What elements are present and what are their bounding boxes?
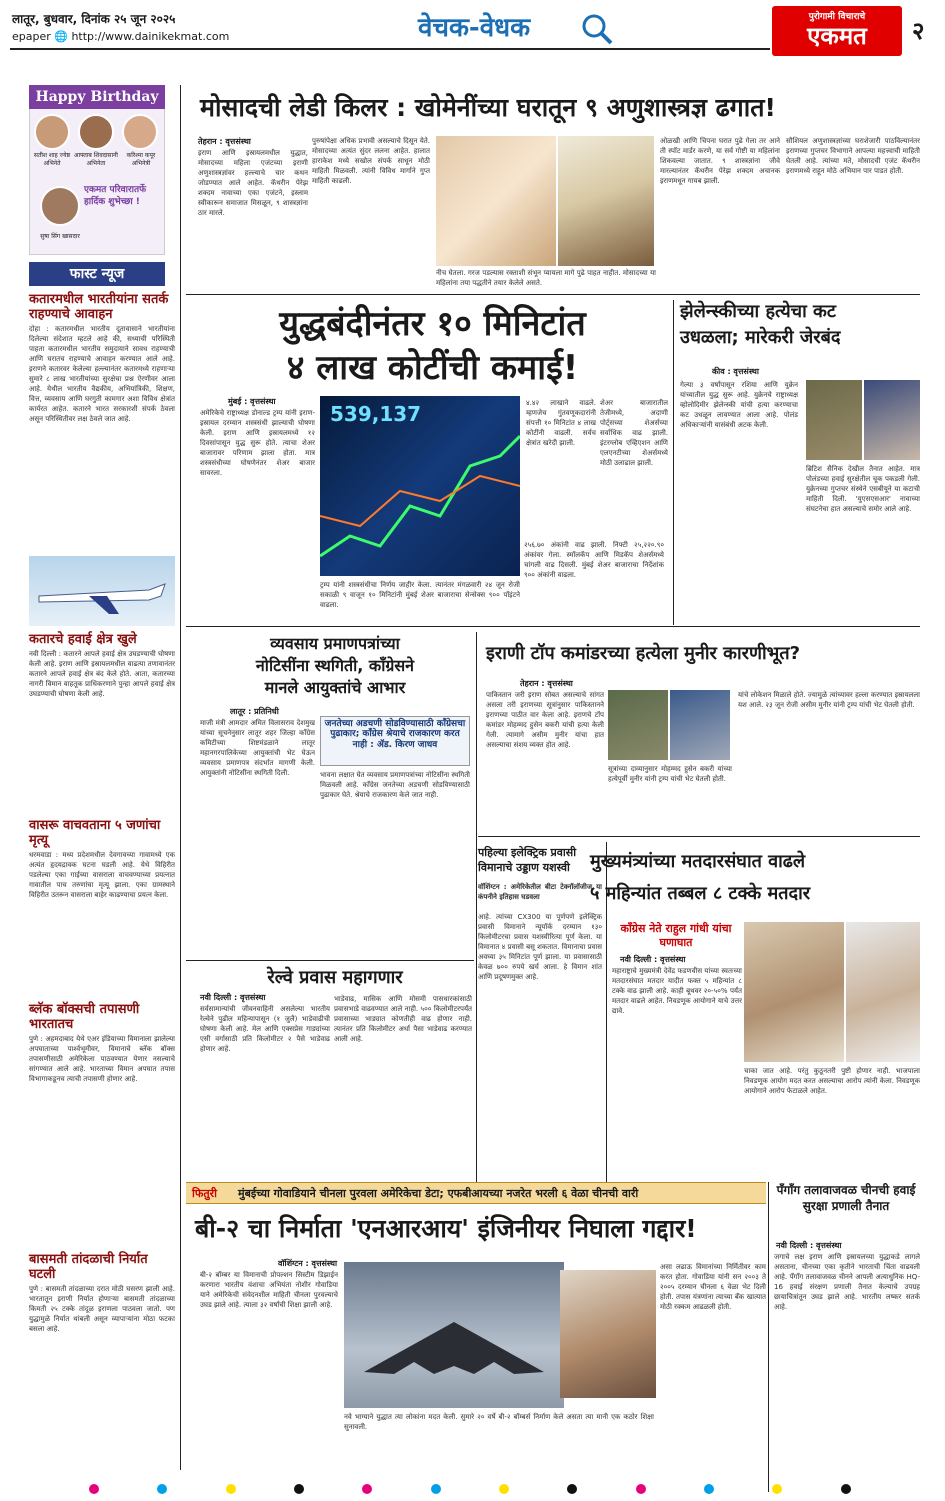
ceasefire-body: ४.४२ लाखाने वाढले. म्हणजेच गुंतवणूकदारांनी संपत्ती १० मिनिटांत ४ लाख कोटींनी वाढली. सर्वच क्षेत्रांत खरेदी झाली.: [526, 399, 596, 447]
pangong-body: जगाचे लक्ष इराण आणि इस्रायलच्या युद्धाकडे लागले असताना, चीनच्या एका कृतीने भारताची चिंता वाढवली आहे. पँगाँग तलावाजवळ चीनने आपली अत्याधुनिक HQ-16 हवाई संरक्षण प्रणाली तैनात केल्याचे उपग्रह छायाचित्रांतून उघड झाले आहे. भारतीय लष्कर सतर्क आहे.: [774, 1253, 920, 1311]
fastnews-item: [29, 1252, 175, 1484]
lead-body: नीच घेतला. गरज पडल्यास रक्ताशी संभून प्यायला मागे पुढे पाहत नाहीत. मोसादच्या या महिलांना तया पद्धतीने तयार केलेले असते.: [436, 269, 656, 287]
birthday-name: सतीश शाह ज्येष्ठ अभिनेते: [33, 152, 71, 167]
zelensky-headline-line2: उधळला; मारेकरी जेरबंद: [680, 327, 841, 348]
rahul-gandhi-photo: [846, 922, 920, 1062]
epaper-link[interactable]: epaper 🌐 http://www.dainikekmat.com: [12, 30, 230, 43]
aircraft-photo: [29, 556, 175, 626]
lead-body: ओळखी आणि चिपना घरात पुढे गेला तर आने ती स्पॉट मार्डर करणे, या सर्व गोष्टी या महिलांना शिकवल्या जातात. ९ शास्त्रज्ञांना जीवे मारल्यानंतर कॅथरीन पेरेझ शक्दम अचानक इराणमधून गायब झाली.: [660, 137, 780, 185]
man-photo: [558, 136, 654, 266]
yellow-dot: [772, 1484, 782, 1494]
munir-photo: [670, 690, 730, 760]
fastnews-headline: वासरू वाचवताना ५ जणांचा मृत्यू: [29, 818, 161, 848]
railway-headline: रेल्वे प्रवास महागणार: [267, 967, 403, 988]
birthday-box: [29, 85, 165, 255]
birthday-wish: एकमत परिवारातर्फे हार्दिक शुभेच्छा !: [84, 185, 147, 207]
business-dateline: लातूर : प्रतिनिधी: [230, 707, 279, 716]
cm-headline-line1: मुख्यमंत्र्यांच्या मतदारसंघात वाढले: [590, 851, 806, 872]
zelensky-headline-line1: झेलेन्स्कीच्या हत्येचा कट: [680, 301, 836, 322]
fastnews-headline: ब्लॅक बॉक्सची तपासणी भारतातच: [29, 1002, 140, 1032]
ceasefire-headline-line1: युद्धबंदीनंतर १० मिनिटांत: [279, 304, 586, 344]
fastnews-column: [29, 292, 175, 549]
cm-dateline: नवी दिल्ली : वृत्तसंस्था: [620, 955, 686, 964]
business-quote-box: [320, 716, 470, 766]
ceasefire-dateline: मुंबई : वृत्तसंस्था: [228, 397, 276, 406]
b2-headline: बी-२ चा निर्माता 'एनआरआय' इंजिनीयर निघाला गद्दार!: [195, 1214, 697, 1243]
column-rule: [180, 85, 181, 1470]
b2-caption: नवे भाग्याने युद्धात त्या लोकांना मदत केली. सुमारे २० वर्षे बी-२ बॉम्बर्स निर्माण केले असता त्या मानी एक कठोर शिक्षा सुनावली.: [344, 1413, 654, 1431]
b2-bomber-graphic: [344, 1262, 564, 1408]
airplane-icon: [29, 556, 175, 626]
cyan-dot: [157, 1484, 167, 1494]
business-body: माजी मंत्री आमदार अमित विलासराव देशमुख यांच्या सूचनेनुसार लातूर शहर जिल्हा काँग्रेस कमिटीच्या शिष्टमंडळाने लातूर महानगरपालिकेच्या आयुक्तांची भेट घेऊन व्यवसाय प्रमाणपत्र संदर्भात मागणी केली. आयुक्तांनी नोटिसींना स्थगिती दिली.: [200, 719, 315, 777]
ceasefire-body: २५६.७० अंकांनी वाढ झाली. निफ्टी २५,२२०.९० अंकांवर गेला. स्मॉलकॅप आणि मिडकॅप शेअर्समध्ये चांगली वाढ दिसली. मुंबई शेअर बाजाराचा निर्देशांक ९०० अंकांनी वाढला.: [524, 541, 664, 579]
magenta-dot: [89, 1484, 99, 1494]
gowadia-photo: [560, 1270, 656, 1398]
birthday-title: Happy Birthday: [29, 85, 165, 109]
b2-body: असा लढाऊ विमानांच्या निर्मितीवर काम करत होता. गोवाडिया यांनी सन २००३ ते २००५ दरम्यान चीनला ६ वेळा भेट दिली होती. तपास यंत्रणांना त्याच्या बँक खात्यात मोठी रक्कम आढळली होती.: [660, 1263, 766, 1311]
birthday-name: करिश्मा कपूर अभिनेत्री: [126, 152, 156, 167]
black-dot: [567, 1484, 577, 1494]
lead-body: इराण आणि इस्रायलमधील युद्धात, मोसादच्या महिला एजंटच्या इराणी अणुशास्त्रज्ञांवर हल्ल्याचे चार कथन जोडण्यात आले आहेत. कॅथरीन पेरेझ शक्दम नावाच्या एका एजंटने, इस्लाम स्वीकारून समाजात मिसळून, ९ शास्त्रज्ञांना ठार मारले.: [198, 149, 308, 217]
yellow-dot: [226, 1484, 236, 1494]
munir-body: यांचे लोकेशन मिळाले होते. ज्यामुळे त्यांच्यावर हल्ला करण्यात इस्रायलला यश आले. २३ जून रोजी असीम मुनीर यांनी ट्रम्प यांची भेट घेतली होती.: [738, 691, 920, 709]
black-dot: [841, 1484, 851, 1494]
brand-name: एकमत: [807, 21, 867, 50]
fastnews-body: पुणे : बासमती तांदळाच्या दरात मोठी घसरण झाली आहे. भारतातून इराणी निर्यात होणाऱ्या बासमती तांदळाच्या किमती २५ टक्के तांदूळ इराणला पाठवला जातो. पण युद्धामुळे निर्यात थांबली असून व्यापाऱ्यांना मोठा फटका बसला आहे.: [29, 1285, 175, 1333]
header-rule: [10, 48, 770, 50]
munir-headline: इराणी टॉप कमांडरच्या हत्येला मुनीर कारणीभूत?: [486, 643, 801, 664]
fastnews-body: पुणे : अहमदाबाद येथे एअर इंडियाच्या विमानाला झालेल्या अपघाताच्या पार्श्वभूमीवर, विमानाचे ब्लॅक बॉक्स तपासणीसाठी अमेरिकेला पाठवण्यात येणार नसल्याचे सांगण्यात आले आहे. भारताच्या विमान अपघात तपास विभागाकडूनच त्याची तपासणी होणार आहे.: [29, 1035, 175, 1083]
cm-subheadline: काँग्रेस नेते राहुल गांधी यांचा घणाघात: [620, 922, 732, 949]
railway-body: भाडेवाढ, मासिक आणि मोसमी पासधारकांसाठी प्रवासभाडे वाढवण्यात आले नाही. ५०० किलोमीटरपर्यंत प्रवासाच्या भाड्यात कोणतीही वाढ होणार नाही. त्यानंतर प्रति किलोमीटर अर्धा पैसा भाडेवाढ करण्यात आली आहे.: [334, 995, 472, 1043]
edition-date: लातूर, बुधवार, दिनांक २५ जून २०२५: [12, 12, 176, 26]
woman-photo: [436, 136, 556, 266]
magenta-dot: [362, 1484, 372, 1494]
column-rule: [673, 300, 674, 625]
birthday-name: सुषा सिंग खासदार: [40, 233, 80, 240]
section-rule: [186, 960, 474, 961]
electric-body: आहे. त्यांच्या CX300 या पूर्णपणे इलेक्ट्रिक प्रवासी विमानाने न्यूयॉर्क दरम्यान १३० किलोमीटरचा प्रवास यशस्वीरित्या पूर्ण केला. या विमानात ४ प्रवासी बसू शकतात. विमानाचा प्रवास अवघ्या ३५ मिनिटांत पूर्ण झाला. या प्रवासासाठी केवळ ७०० रुपये खर्च आला. हे विमान शांत आणि प्रदूषणमुक्त आहे.: [478, 913, 602, 981]
munir-dateline: तेहरान : वृत्तसंस्था: [520, 679, 573, 688]
munir-body: सूत्रांच्या दाव्यानुसार मोहम्मद हुसेन बकरी यांच्या हत्येपूर्वी मुनीर यांनी ट्रम्प यांची भेट घेतली होती.: [608, 765, 732, 783]
magenta-dot: [636, 1484, 646, 1494]
fastnews-body: नवी दिल्ली : कतारने आपले हवाई क्षेत्र उघडण्याची घोषणा केली आहे. इराण आणि इस्रायलमधील वाढत्या तणावानंतर कतारने आपले हवाई क्षेत्र बंद केले होते. आता, कतारच्या नागरी विमान वाहतूक प्राधिकरणाने पुन्हा आपले हवाई क्षेत्र उघडण्याची घोषणा केली आहे.: [29, 650, 175, 698]
lead-dateline: तेहरान : वृत्तसंस्था: [198, 137, 251, 146]
black-dot: [294, 1484, 304, 1494]
fastnews-headline: कतारचे हवाई क्षेत्र खुले: [29, 632, 137, 647]
section-title: वेचक-वेधक: [418, 13, 531, 43]
pangong-headline: पँगाँग तलावाजवळ चीनची हवाई सुरक्षा प्रणाली तैनात: [776, 1183, 916, 1213]
column-rule: [768, 1182, 769, 1492]
cyan-dot: [704, 1484, 714, 1494]
b2-bomber-photo: [344, 1262, 564, 1408]
putin-photo: [864, 380, 920, 460]
ticker-banner: [186, 1182, 766, 1204]
cm-body: चाका जात आहे. परंतु कुठूनतरी पुष्टी होणार नाही. भाजपाला निवडणूक आयोग मदत करत असल्याचा आरोप त्यांनी केला. निवडणूक आयोगाने आरोप फेटाळले आहेत.: [744, 1067, 920, 1095]
business-headline-line3: मानले आयुक्तांचे आभार: [264, 678, 406, 697]
ticker-text: मुंबईच्या गोवाडियाने चीनला पुरवला अमेरिकेचा डेटा; एफबीआयच्या नजरेत भरली ६ वेळा चीनची वारी: [238, 1187, 639, 1200]
cm-headline-line2: ५ महिन्यांत तब्बल ८ टक्के मतदार: [590, 883, 811, 904]
ceasefire-body: अमेरिकेचे राष्ट्राध्यक्ष डोनाल्ड ट्रम्प यांनी इराण-इस्रायल दरम्यान शस्त्रसंधी झाल्याची घोषणा केली. इराण आणि इस्रायलमध्ये १२ दिवसांपासून युद्ध सुरू होते. त्याचा शेअर बाजारावर परिणाम झाला होता. मात्र शस्त्रसंधीच्या घोषणेनंतर शेअर बाजार सावरला.: [200, 409, 315, 477]
cm-body: महाराष्ट्राचे मुख्यमंत्री देवेंद्र फडणवीस यांच्या स्वतःच्या मतदारसंघात मतदार यादीत फक्त ५ महिन्यांत ८ टक्के वाढ झाली आहे. काही बूथवर २०-५०% पर्यंत मतदार वाढले आहेत. निवडणूक आयोगाने याचे उत्तर द्यावे.: [612, 967, 742, 1015]
b2-body: बी-२ बॉम्बर या विमानाची प्रोपल्शन सिस्टीम डिझाईन करणारा भारतीय वंशाचा अभियंता नोशीर गोवाडिया याने अमेरिकेची संवेदनशील माहिती चीनला पुरवल्याचे उघड झाले आहे. त्याला ३२ वर्षांची शिक्षा झाली आहे.: [200, 1271, 338, 1309]
avatar: [122, 114, 158, 150]
business-box-body: भावना लक्षात घेत व्यवसाय प्रमाणपत्रांच्या नोटिसींना स्थगिती मिळवली आहे. काँग्रेस जनतेच्या अडचणी सोडविण्यासाठी पुढाकार घेते. श्रेयाचे राजकारण केले जात नाही.: [320, 771, 470, 799]
b2-dateline: वॉशिंग्टन : वृत्तसंस्था: [278, 1259, 338, 1268]
page-number: २: [912, 17, 925, 45]
lead-body: सौशियल अणुशास्त्रज्ञांच्या घराशेजारी पाठविल्यानंतर इराणच्या गुप्तचर विभागाने आपल्या महत्त्वाची माहिती घेतली आहे. त्यांच्या मते, मोसादची एजंट कॅथरीन इराणमध्ये राहून मोठे अभियान पार पाडत होती.: [786, 137, 920, 175]
zelensky-body: ब्रिटिश सैनिक देखील तैनात आहेत. मात्र पोलंडच्या हवाई सुरक्षेतील चूक पकडली गेली. युक्रेनच्या गुप्तचर संस्थेने एसबीयूने या कटाची माहिती दिली. 'युएसएसआर' नावाच्या संघटनेचा हात असल्याचे समोर आले आहे.: [806, 465, 920, 513]
fastnews-body: धरमवाडा : मध्य प्रदेशमधील देवगावच्या गावामध्ये एक अत्यंत हृदयद्रावक घटना घडली आहे. येथे विहिरीत पडलेल्या एका गाईच्या वासराला वाचवण्याच्या प्रयत्नात गावातील पाच तरुणांचा मृत्यू झाला. एका ग्रामस्थाने विहिरीत उतरून वासराला बाहेर काढण्याचा प्रयत्न केला.: [29, 851, 175, 899]
commander-photo: [608, 690, 668, 760]
munir-body: पाकिस्तान जरी इराण सोबत असल्याचे सांगत असला तरी इराणच्या सूत्रांनुसार पाकिस्तानने इराणच्या पाठीत वार केला आहे. इराणचे टॉप कमांडर मोहम्मद हुसेन बकरी यांची हत्या केली गेली. त्यामागे असीम मुनीर यांचा हात असल्याचा संशय व्यक्त होत आहे.: [486, 691, 604, 749]
ceasefire-body: ट्रम्प यांनी शस्त्रसंधीचा निर्णय जाहीर केला. त्यानंतर मंगळवारी २४ जून रोजी सकाळी ९ वाजून १० मिनिटांनी मुंबई शेअर बाजाराचा सेन्सेक्स ९०० पॉइंटने वाढला.: [320, 581, 520, 609]
yellow-dot: [499, 1484, 509, 1494]
pangong-dateline: नवी दिल्ली : वृत्तसंस्था: [776, 1241, 842, 1250]
fastnews-banner: फास्ट न्यूज: [29, 262, 165, 286]
lead-body: पुरुषांपेक्षा अधिक प्रभावी असल्याचे दिसून येते. मोसादच्या अत्यंत सुंदर ललना आहेत. हालात हाराकेश मध्ये सखोल संपर्क साधून मोठी माहिती मिळवली. त्यांनी विविध मार्गाने गुप्त माहिती काढली.: [312, 137, 430, 185]
masthead-logo: [772, 6, 902, 56]
avatar: [34, 114, 70, 150]
fastnews-headline: बासमती तांदळाची निर्यात घटली: [29, 1252, 148, 1282]
railway-body: सर्वसामान्यांची जीवनवाहिनी असलेल्या भारतीय रेल्वेने पुढील महिन्यापासून (१ जुलै) भाडेवाढीची घोषणा केली आहे. मेल आणि एक्सप्रेस गाड्यांच्या एसी वर्गासाठी प्रति किलोमीटर २ पैसे भाडेवाढ होणार आहे.: [200, 1005, 330, 1053]
fadnavis-photo: [744, 922, 844, 1062]
avatar: [78, 114, 114, 150]
print-registration-strip: [60, 1484, 880, 1496]
ticker-label: फितुरी: [192, 1187, 217, 1200]
fastnews-item: [29, 1002, 175, 1264]
cyan-dot: [431, 1484, 441, 1494]
railway-dateline: नवी दिल्ली : वृत्तसंस्था: [200, 993, 266, 1002]
brand-tagline: पुरोगामी विचाराचे: [808, 12, 866, 22]
lead-headline: मोसादची लेडी किलर : खोमेनींच्या घरातून ९ अणुशास्त्रज्ञ ढगात!: [200, 93, 776, 122]
ceasefire-body: शेअर बाजारातील तेजीमध्ये, अदाणी पोर्ट्सच्या शेअर्सच्या सर्वाधिक वाढ झाली. इंटरग्लोब एव्हिएशन आणि एलएनटीच्या शेअर्समध्ये मोठी उलाढाल झाली.: [600, 399, 668, 467]
electric-headline: पहिल्या इलेक्ट्रिक प्रवासी विमानाचे उड्डाण यशस्वी: [478, 846, 577, 874]
business-headline-line1: व्यवसाय प्रमाणपत्रांच्या: [270, 634, 400, 653]
zelensky-photo: [806, 380, 862, 460]
avatar: [40, 186, 80, 226]
section-rule: [186, 294, 920, 295]
zelensky-dateline: कीव : वृत्तसंस्था: [712, 367, 759, 376]
stock-ticker-figure: 539,137: [330, 402, 422, 426]
fastnews-item: [29, 818, 175, 1018]
fastnews-item: [29, 632, 175, 809]
zelensky-body: गेल्या ३ वर्षांपासून रशिया आणि युक्रेन यांच्यातील युद्ध सुरू आहे. युक्रेनचे राष्ट्राध्यक्ष व्होलोदिमीर झेलेन्स्की यांची हत्या करण्याचा कट उधळून लावण्यात आला आहे. पोलंड अधिकाऱ्यांनी यासंबंधी अटक केली.: [680, 381, 798, 429]
magnifier-icon: [580, 12, 614, 46]
birthday-name: आफ्ताब शिवदासानी अभिनेता: [74, 152, 118, 167]
business-box-title: जनतेच्या अडचणी सोडविण्यासाठी काँग्रेसचा पुढाकार; काँग्रेस श्रेयाचे राजकारण करत नाही : ॲड. किरण जाधव: [324, 719, 466, 750]
column-rule: [476, 632, 477, 1192]
fastnews-headline: कतारमधील भारतीयांना सतर्क राहण्याचे आवाहन: [29, 292, 169, 322]
ceasefire-headline-line2: ४ लाख कोटींची कमाई!: [286, 348, 579, 388]
electric-dateline: वॉशिंग्टन : अमेरिकेतील बीटा टेक्नॉलॉजीज या कंपनीने इतिहास घडवला: [478, 883, 602, 901]
fastnews-body: दोहा : कतारमधील भारतीय दूतावासाने भारतीयांना दिलेल्या संदेशात म्हटले आहे की, सध्याची परिस्थिती पाहता कतारमधील भारतीय समुदायाने सावध राहण्याची आणि घरातच राहण्याचे आवाहन करण्यात आले आहे. इराणने कतारवर केलेल्या हल्ल्यानंतर कतारमध्ये राहणाऱ्या सुमारे ८ लाख भारतीयांच्या सुरक्षेचा प्रश्न ऐरणीवर आला आहे. येथील भारतीय वैद्यकीय, अभियांत्रिकी, शिक्षण, वित्त, व्यवसाय आणि घरगुती कामगार अशा विविध क्षेत्रांत कार्यरत आहेत. कतारने भारत सरकारशी संपर्क ठेवला असून परिस्थितीवर लक्ष ठेवले जात आहे.: [29, 325, 175, 423]
section-rule: [186, 626, 920, 627]
section-rule: [478, 836, 920, 837]
business-headline-line2: नोटिसींना स्थगिती, काँग्रेसने: [255, 656, 415, 675]
